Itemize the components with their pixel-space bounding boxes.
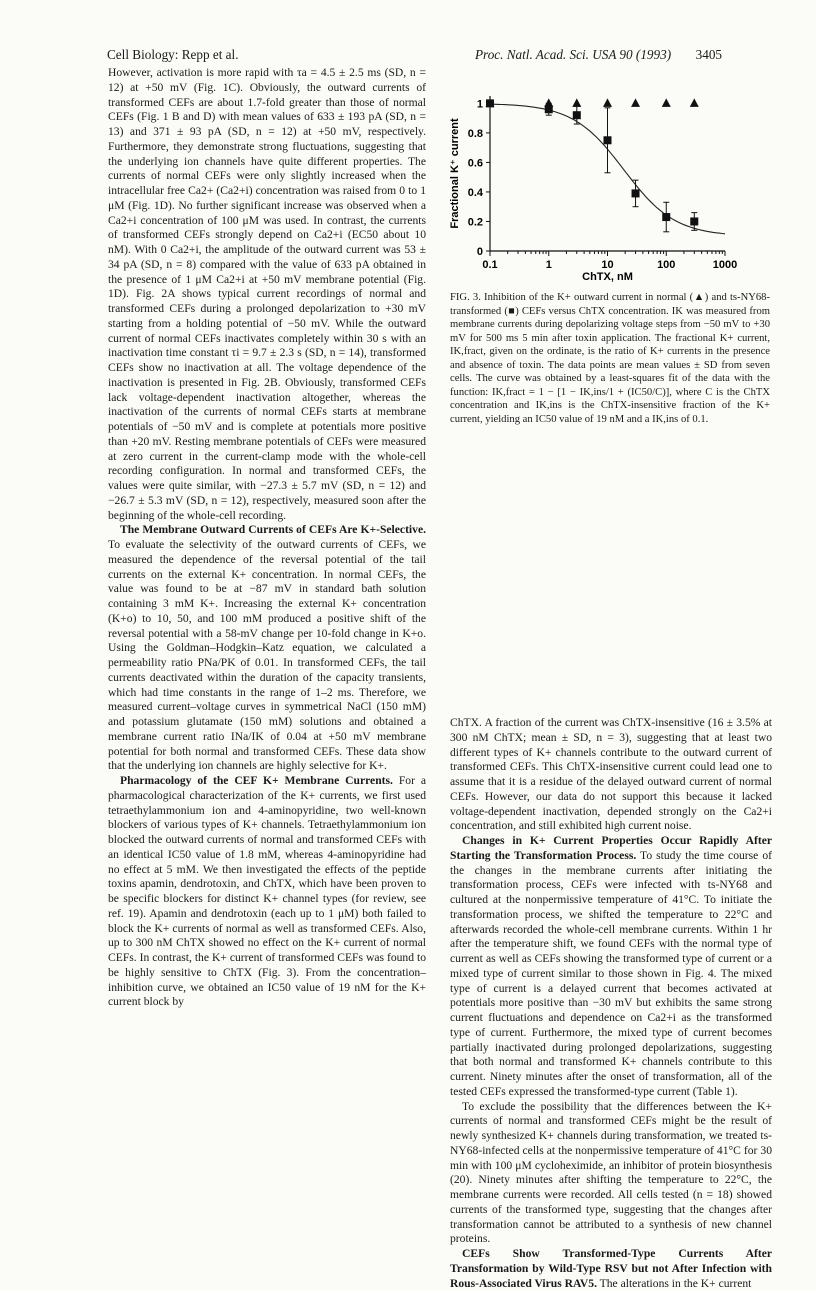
paragraph [108,523,426,774]
y-tick-label: 1 [476,98,483,111]
paragraph-text: To exclude the possibility that the differences between the K+ currents of normal and transformed CEFs might be the result of newly synthesized K+ channels during transformation, we treated ts-NY68-infected cells at the nonpermissive temperature of 41°C for 30 min with 100 μM cycloheximide, an inhibitor of protein biosynthesis (20). Ninety minutes after shifting the temperature to 22°C, the membrane currents were recorded. All cells tested (n = 18) showed currents of the transformed type, suggesting that the changes after transformation cannot be attributed to a synthesis of new channel proteins. [450,1099,772,1246]
left-column [108,66,426,1010]
data-point-square [662,213,670,221]
x-tick-label: 10 [601,259,614,271]
paragraph [450,1100,772,1248]
data-point-square [545,105,553,113]
y-axis-label: Fractional K⁺ current [449,118,461,229]
page-number: 3405 [695,47,722,62]
x-tick-label: 100 [657,259,676,271]
section-heading: Changes in K+ Current Properties Occur Rapidly After Starting the Transformation Process. [450,834,772,862]
data-point-triangle [572,98,581,107]
paragraph [108,66,426,523]
y-tick-label: 0 [476,246,483,258]
data-point-square [486,99,494,107]
section-heading: CEFs Show Transformed-Type Currents After Transformation by Wild-Type RSV but not After Infection with Rous-Associated Virus RAV5. [450,1247,772,1290]
data-point-triangle [631,98,640,107]
paragraph-text: For a pharmacological characterization of the K+ currents, we first used tetraethylammonium ion and 4-aminopyridine, two well-known blockers of various types of K+ channels. Tetraethylammonium ion blocked the outward currents of normal and transformed CEFs with an identical IC50 value of 1.8 mM, whereas 4-aminopyridine had no effect at 5 mM. We then investigated the effects of the peptide toxins apamin, dendrotoxin, and ChTX, which have been proven to be specific blockers for distinct K+ channel types (for review, see ref. 19). Apamin and dendrotoxin (each up to 1 μM) both failed to block the K+ currents of normal as well as transformed CEFs. Also, up to 300 nM ChTX showed no effect on the K+ current of normal CEFs. In contrast, the K+ current of transformed CEFs was found to be highly sensitive to ChTX (Fig. 3). From the concentration–inhibition curve, we obtained an IC50 value of 19 nM for the K+ current block by [108,774,426,1009]
figure-3-caption: FIG. 3. Inhibition of the K+ outward current in normal (▲) and ts-NY68-transformed (■) CEFs versus ChTX concentration. IK was measured from membrane currents during depolarizing voltage steps from −50 mV to +30 mV for 500 ms 5 min after toxin application. The fractional K+ current, IK,fract, given on the ordinate, is the ratio of K+ currents in the presence and absence of toxin. The data points are mean values ± SD from seven cells. The curve was obtained by a least-squares fit of the data with the function: IK,fract = 1 − [1 − IK,ins/1 + (IC50/C)], where C is the ChTX concentration and IK,ins is the ChTX-insensitive fraction of the K+ current, yielding an IC50 value of 19 nM and a IK,ins of 0.1. [450,292,770,425]
data-point-square [690,217,698,225]
data-point-triangle [603,98,612,107]
y-tick-label: 0.4 [467,186,483,199]
paragraph [450,1247,772,1291]
data-point-square [604,136,612,144]
y-tick-label: 0.8 [467,127,483,140]
paragraph-text: However, activation is more rapid with τa = 4.5 ± 2.5 ms (SD, n = 12) at +50 mV (Fig. 1C). Obviously, the outward currents of transformed CEFs are about 1.7-fold greater than those of normal CEFs (Fig. 1 B and D) with mean values of 633 ± 193 pA (SD, n = 13) and 371 ± 93 pA (SD, n = 12) at +50 mV, respectively. Furthermore, they demonstrate strong fluctuations, suggesting that the underlying ion channels have quite different properties. The currents of normal CEFs were only slightly increased when the intracellular free Ca2+ (Ca2+i) concentration was raised from 0 to 1 μM (Fig. 1D). No further significant increase was observed when a Ca2+i concentration of 100 μM was used. In contrast, the currents of transformed CEFs strongly depend on Ca2+i (EC50 about 10 nM). With 0 Ca2+i, the amplitude of the outward current was 53 ± 34 pA (SD, n = 8) compared with the value of 633 pA obtained in the presence of 1 μM Ca2+i at +50 mV membrane potential (Fig. 1D). Fig. 2A shows typical current recordings of normal and transformed CEFs during a prolonged depolarization to +30 mV starting from a holding potential of −50 mV. While the outward current of normal CEFs inactivates completely within 30 s with an inactivation time constant τi = 9.7 ± 2.3 s (SD, n = 14), transformed CEFs show no inactivation at all. The voltage dependence of the inactivation is presented in Fig. 2B. Obviously, transformed CEFs lack voltage-dependent inactivation altogether, whereas the inactivation of the currents of normal CEFs starts at membrane potentials of −50 mV and is complete at potentials more positive than +20 mV. Resting membrane potentials of CEFs were measured at zero current in the current-clamp mode with the whole-cell recording configuration. In normal and transformed CEFs, the values were quite similar, with −27.3 ± 5.7 mV (SD, n = 12) and −26.7 ± 5.3 mV (SD, n = 12), respectively, measured soon after the beginning of the whole-cell recording. [108,66,426,522]
paragraph-text: ChTX. A fraction of the current was ChTX-insensitive (16 ± 3.5% at 300 nM ChTX; mean ± SD, n = 3), suggesting that at least two different types of K+ channels contribute to the outward current of transformed CEFs. This ChTX-insensitive current could lead one to assume that it is a residue of the delayed outward current of normal CEFs. However, our data do not support this because it lacked voltage-dependent inactivation, depended strongly on the Ca2+i concentration, and still exhibited high current noise. [450,716,772,833]
paragraph-text: The alterations in the K+ current [596,1276,752,1290]
data-point-triangle [662,98,671,107]
right-column [450,716,772,1291]
data-point-square [632,189,640,197]
running-header-authors: Cell Biology: Repp et al. [107,47,239,62]
data-point-square [573,111,581,119]
figure-3-chart [445,86,775,283]
paragraph-text: To study the time course of the changes in the membrane currents after initiating the transformation process, CEFs were infected with ts-NY68 and cultured at the nonpermissive temperature of 41°C. To initiate the transformation process, we shifted the temperature to 22°C and afterwards recorded the whole-cell membrane currents. Within 1 hr after the temperature shift, we found CEFs with the normal type of current as well as CEFs showing the transformed type of current or a mixed type of current similar to those shown in Fig. 4. The mixed type of current is a delayed current that becomes activated at potentials more positive than −30 mV but exhibits the same strong current fluctuations and dependence on Ca2+i as the transformed type of current. Furthermore, the mixed type of current becomes partially inactivated during prolonged depolarizations, suggesting that both normal and transformed K+ channels contribute to this current. Ninety minutes after the onset of transformation, all of the tested CEFs expressed the transformed-type current (Table 1). [450,848,772,1098]
y-tick-label: 0.6 [467,157,483,170]
x-tick-label: 0.1 [482,259,498,271]
x-axis-label: ChTX, nM [582,271,633,283]
paragraph-text: To evaluate the selectivity of the outward currents of CEFs, we measured the dependence of the reversal potential of the tail currents on the external K+ concentration. In normal CEFs, the value was found to be at −87 mV in standard bath solution containing 3 mM K+. Increasing the external K+ concentration (K+o) to 10, 50, and 100 mM produced a positive shift of the reversal potential with a 58-mV change per 10-fold change in K+o. Using the Goldman–Hodgkin–Katz equation, we calculated a permeability ratio PNa/PK of 0.01. In transformed CEFs, the tail currents deactivated within the duration of the capacity transients, which had time constants in the range of 1–2 ms. Therefore, we measured current–voltage curves in symmetrical NaCl (150 mM) and potassium glutamate (150 mM) solutions and obtained a membrane current ratio INa/IK of 0.04 at +50 mV membrane potential for both normal and transformed CEFs. These data show that the underlying ion channels are highly selective for K+. [108,538,426,773]
data-point-triangle [690,98,699,107]
paragraph [450,716,772,834]
y-tick-label: 0.2 [467,216,483,229]
section-heading: The Membrane Outward Currents of CEFs Are K+-Selective. [120,523,426,537]
paragraph [108,774,426,1010]
paragraph [450,834,772,1100]
section-heading: Pharmacology of the CEF K+ Membrane Currents. [120,774,393,787]
running-header-journal: Proc. Natl. Acad. Sci. USA 90 (1993) [475,47,672,62]
x-tick-label: 1 [545,259,552,271]
x-tick-label: 1000 [712,259,738,271]
